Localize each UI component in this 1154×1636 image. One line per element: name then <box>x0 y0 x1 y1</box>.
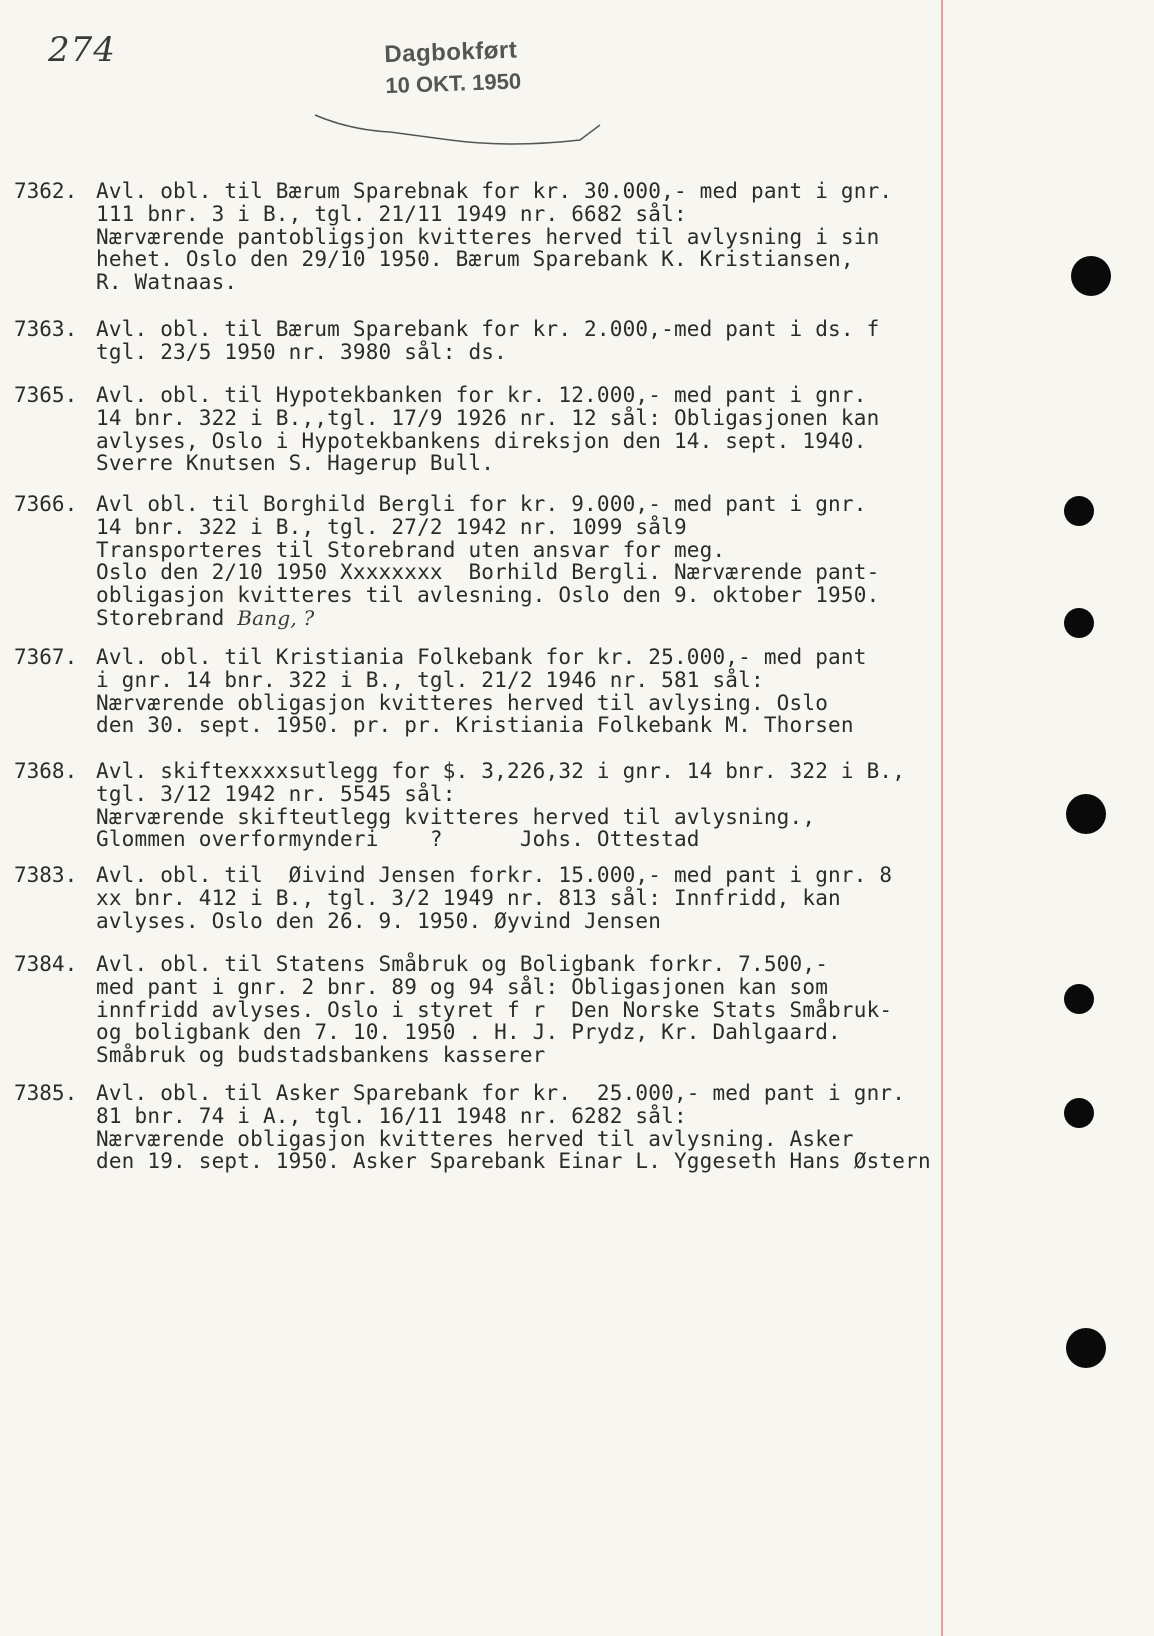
entry-line: den 19. sept. 1950. Asker Sparebank Einar L. Yggeseth Hans Østern <box>96 1149 931 1174</box>
entry-line: R. Watnaas. <box>96 270 238 295</box>
page-number: 274 <box>48 30 116 70</box>
entry-line: 81 bnr. 74 i A., tgl. 16/11 1948 nr. 6282 sål: <box>96 1103 687 1128</box>
stamp-date: 10 OKT. 1950 <box>384 68 522 99</box>
entry-line: Nærværende obligasjon kvitteres herved til avlysing. Oslo <box>96 690 829 715</box>
entry-line: Oslo den 2/10 1950 Xxxxxxxx Borhild Bergli. Nærværende pant- <box>96 560 880 585</box>
punch-hole <box>1064 608 1094 638</box>
entry-text <box>96 180 892 294</box>
entry-line: obligasjon kvitteres til avlesning. Oslo den 9. oktober 1950. <box>96 583 880 608</box>
entry-line: 14 bnr. 322 i B., tgl. 27/2 1942 nr. 1099 sål9 <box>96 514 687 539</box>
punch-hole <box>1064 984 1094 1014</box>
margin-rule <box>941 0 943 1636</box>
entry-number: 7383. <box>14 863 78 887</box>
stamp-flourish <box>310 110 610 160</box>
entry-line: Nærværende obligasjon kvitteres herved til avlysning. Asker <box>96 1126 854 1151</box>
entry-line: tgl. 23/5 1950 nr. 3980 sål: ds. <box>96 339 507 364</box>
entry-text <box>96 646 867 737</box>
entry-line: Avl. obl. til Statens Småbruk og Boligbank forkr. 7.500,- <box>96 952 829 976</box>
entry-line-text: Storebrand <box>96 605 238 630</box>
entry-line: tgl. 3/12 1942 nr. 5545 sål: <box>96 781 456 806</box>
entry-line: Avl. obl. til Bærum Sparebnak for kr. 30.000,- med pant i gnr. <box>96 179 893 203</box>
punch-hole <box>1071 256 1111 296</box>
entry-number: 7363. <box>14 317 78 341</box>
entry-line: 14 bnr. 322 i B.,,tgl. 17/9 1926 nr. 12 sål: Obligasjonen kan <box>96 405 880 430</box>
entry-number: 7385. <box>14 1081 78 1105</box>
entry-line: den 30. sept. 1950. pr. pr. Kristiania Folkebank M. Thorsen <box>96 713 854 738</box>
date-stamp <box>384 35 566 111</box>
entry-line: i gnr. 14 bnr. 322 i B., tgl. 21/2 1946 nr. 581 sål: <box>96 667 764 692</box>
entry-number: 7367. <box>14 645 78 669</box>
punch-hole <box>1066 1328 1106 1368</box>
entry-line: Nærværende pantobligsjon kvitteres herved til avlysning i sin <box>96 224 880 249</box>
punch-hole <box>1064 1098 1094 1128</box>
entry-text <box>96 493 879 630</box>
entry-number: 7384. <box>14 952 78 976</box>
entry-line: med pant i gnr. 2 bnr. 89 og 94 sål: Obligasjonen kan som <box>96 974 829 999</box>
entry-number: 7368. <box>14 759 78 783</box>
entry-text <box>96 318 879 364</box>
stamp-label: Dagbokført <box>383 36 518 69</box>
handwritten-signature: Bang, ? <box>237 605 315 630</box>
entry-text <box>96 384 879 475</box>
entry-line: Transporteres til Storebrand uten ansvar for meg. <box>96 537 726 562</box>
punch-hole <box>1066 794 1106 834</box>
entry-line: Småbruk og budstadsbankens kasserer <box>96 1043 546 1068</box>
entry-line: avlyses, Oslo i Hypotekbankens direksjon den 14. sept. 1940. <box>96 428 867 453</box>
entry-line: xx bnr. 412 i B., tgl. 3/2 1949 nr. 813 sål: Innfridd, kan <box>96 885 841 910</box>
entry-line: Avl. obl. til Øivind Jensen forkr. 15.000,- med pant i gnr. 8 <box>96 863 893 887</box>
entry-line: avlyses. Oslo den 26. 9. 1950. Øyvind Jensen <box>96 908 662 933</box>
entry-line: Avl obl. til Borghild Bergli for kr. 9.000,- med pant i gnr. <box>96 492 867 516</box>
entry-text <box>96 864 892 932</box>
entry-number: 7366. <box>14 492 78 516</box>
entry-number: 7365. <box>14 383 78 407</box>
entry-text <box>96 1082 931 1173</box>
entry-text <box>96 953 892 1067</box>
entry-line: Sverre Knutsen S. Hagerup Bull. <box>96 451 495 476</box>
entry-line: Nærværende skifteutlegg kvitteres herved til avlysning., <box>96 804 816 829</box>
entry-line: hehet. Oslo den 29/10 1950. Bærum Sparebank K. Kristiansen, <box>96 247 854 272</box>
entry-number: 7362. <box>14 179 78 203</box>
entry-text <box>96 760 905 851</box>
entry-line: Avl. obl. til Bærum Sparebank for kr. 2.000,-med pant i ds. f <box>96 317 880 341</box>
entry-line: Glommen overformynderi ? Johs. Ottestad <box>96 827 700 852</box>
entry-line: Avl. skiftexxxxsutlegg for $. 3,226,32 i gnr. 14 bnr. 322 i B., <box>96 759 906 783</box>
entry-line <box>96 607 879 630</box>
entry-line: Avl. obl. til Hypotekbanken for kr. 12.000,- med pant i gnr. <box>96 383 867 407</box>
entry-line: 111 bnr. 3 i B., tgl. 21/11 1949 nr. 6682 sål: <box>96 201 687 226</box>
entry-line: Avl. obl. til Asker Sparebank for kr. 25.000,- med pant i gnr. <box>96 1081 906 1105</box>
entry-line: og boligbank den 7. 10. 1950 . H. J. Prydz, Kr. Dahlgaard. <box>96 1020 841 1045</box>
entry-line: innfridd avlyses. Oslo i styret f r Den Norske Stats Småbruk- <box>96 997 893 1022</box>
punch-hole <box>1064 496 1094 526</box>
entry-line: Avl. obl. til Kristiania Folkebank for kr. 25.000,- med pant <box>96 645 867 669</box>
